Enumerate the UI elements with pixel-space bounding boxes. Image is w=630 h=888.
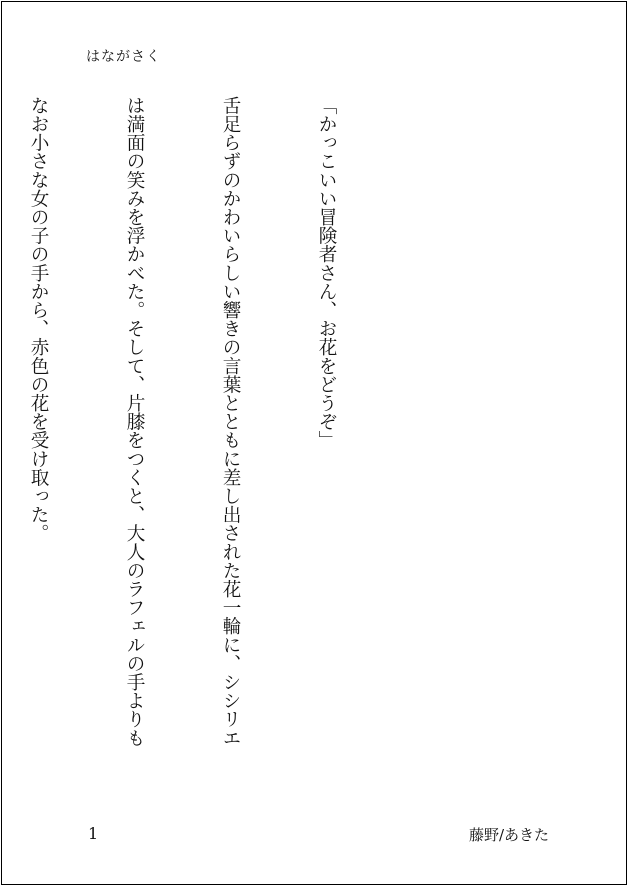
body-line-2: 舌足らずのかわいらしい響きの言葉とともに差し出された花一輪に、シシリエ [220, 96, 241, 747]
page-number: 1 [88, 824, 99, 843]
body-line-4: なお小さな女の子の手から、赤色の花を受け取った。 [28, 96, 49, 543]
body-line-3: は満面の笑みを浮かべた。そして、片膝をつくと、大人のラフェルの手よりも [124, 96, 145, 747]
running-title: はながさく [86, 49, 161, 65]
body-line-1: 「かっこいい冒険者さん、お花をどうぞ」 [316, 96, 337, 450]
author-credit: 藤野/あきた [468, 826, 549, 844]
page-frame [1, 1, 627, 885]
body-text [28, 96, 406, 804]
